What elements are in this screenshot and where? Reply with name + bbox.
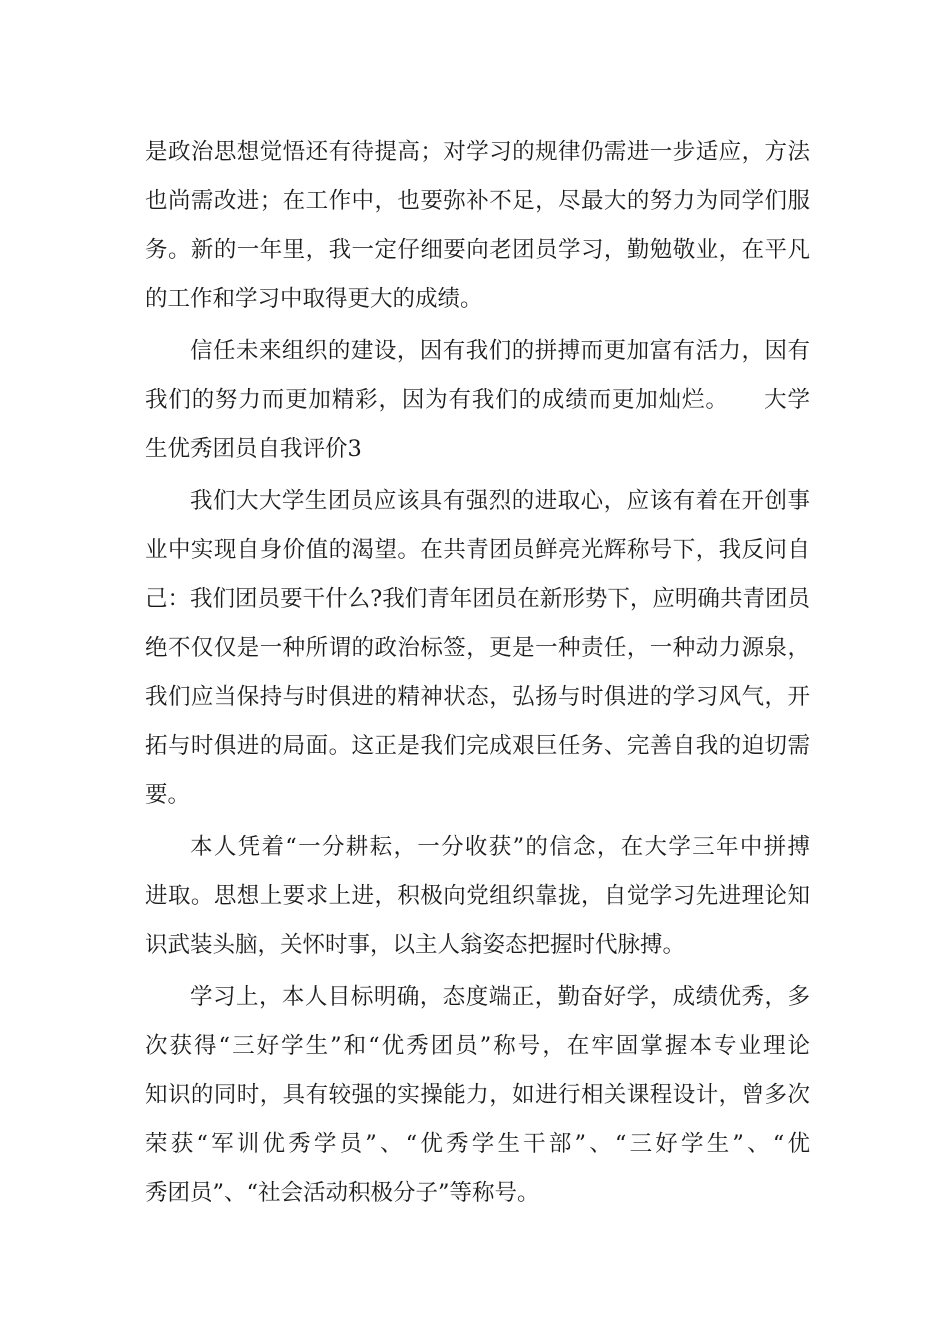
- text-line: 务。新的一年里，我一定仔细要向老团员学习，勤勉敬业，在平凡: [145, 237, 810, 263]
- text-line: 的工作和学习中取得更大的成绩。: [145, 286, 483, 312]
- text-line: 学习上，本人目标明确，态度端正，勤奋好学，成绩优秀，多: [190, 984, 810, 1010]
- text-line: 我们应当保持与时俱进的精神状态，弘扬与时俱进的学习风气，开: [145, 684, 810, 710]
- text-line: 生优秀团员自我评价3: [145, 436, 362, 462]
- text-line: 绝不仅仅是一种所谓的政治标签，更是一种责任，一种动力源泉，: [145, 635, 810, 661]
- text-line: 也尚需改进；在工作中，也要弥补不足，尽最大的努力为同学们服: [145, 188, 810, 214]
- text-line: 我们大大学生团员应该具有强烈的进取心，应该有着在开创事: [190, 488, 810, 514]
- text-line: 秀团员”、“社会活动积极分子”等称号。: [145, 1180, 540, 1206]
- text-line: 拓与时俱进的局面。这正是我们完成艰巨任务、完善自我的迫切需: [145, 733, 810, 759]
- text-line: 我们的努力而更加精彩，因为有我们的成绩而更加灿烂。 大学: [145, 387, 810, 413]
- text-line: 识武装头脑，关怀时事，以主人翁姿态把握时代脉搏。: [145, 932, 686, 958]
- text-line: 本人凭着“一分耕耘，一分收获”的信念，在大学三年中拼搏: [190, 834, 810, 860]
- text-line: 业中实现自身价值的渴望。在共青团员鲜亮光辉称号下，我反问自: [145, 537, 810, 563]
- text-line: 己：我们团员要干什么?我们青年团员在新形势下，应明确共青团员: [145, 586, 810, 612]
- text-line: 知识的同时，具有较强的实操能力，如进行相关课程设计，曾多次: [145, 1082, 810, 1108]
- text-line: 次获得“三好学生”和“优秀团员”称号，在牢固掌握本专业理论: [145, 1033, 810, 1059]
- text-line: 进取。思想上要求上进，积极向党组织靠拢，自觉学习先进理论知: [145, 883, 810, 909]
- text-line: 是政治思想觉悟还有待提高；对学习的规律仍需进一步适应，方法: [145, 139, 810, 165]
- text-line: 荣获“军训优秀学员”、“优秀学生干部”、“三好学生”、“优: [145, 1131, 810, 1157]
- text-line: 要。: [145, 782, 191, 808]
- text-line: 信任未来组织的建设，因有我们的拼搏而更加富有活力，因有: [190, 338, 810, 364]
